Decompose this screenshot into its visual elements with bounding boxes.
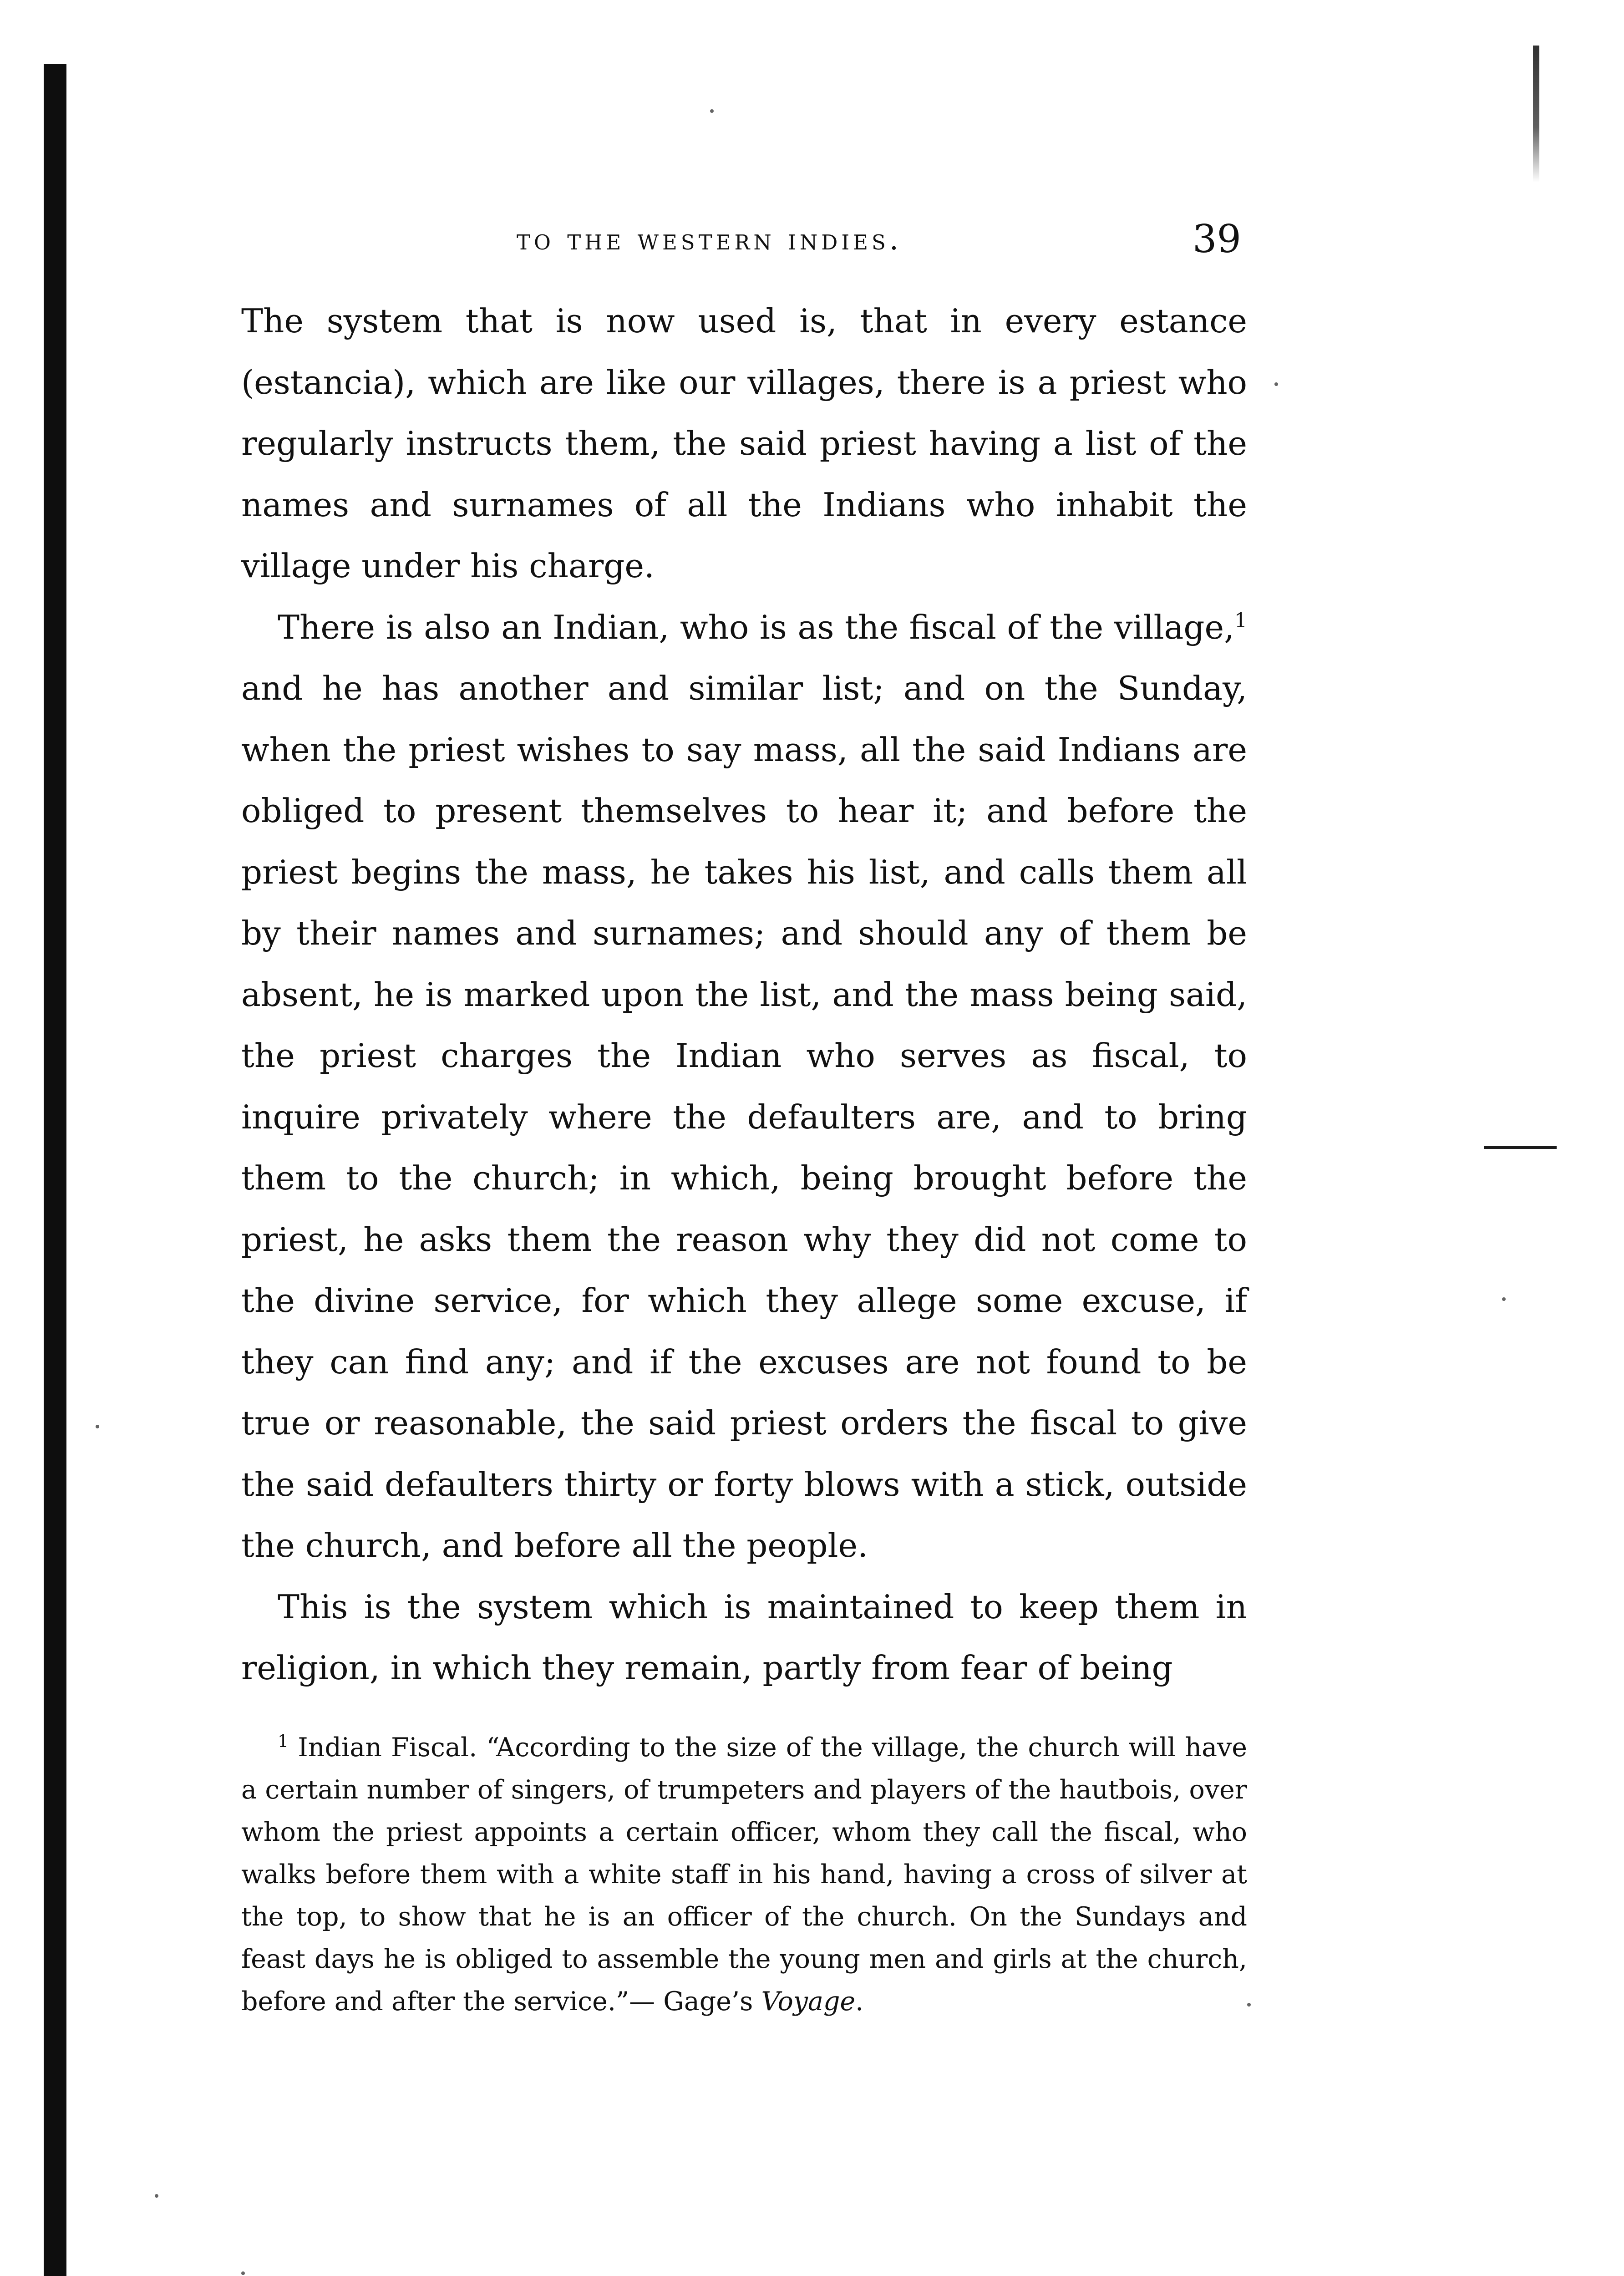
scan-margin-mark bbox=[1484, 1146, 1557, 1149]
paragraph-text: and he has another and similar list; and on the Sunday, when the priest wishes to say mass, all the said Indians are obliged to present themselves to hear it; and before the priest begins the mass, he takes his list, and calls them all by their names and surnames; and should any of them be absent, he is marked upon the list, and the mass being said, the priest charges the Indian who serves as fiscal, to inquire privately where the defaulters are, and to bring them to the church; in which, being brought before the priest, he asks them the reason why they did not come to the divine service, for which they allege some excuse, if they can find any; and if the excuses are not found to be true or reasonable, the said priest orders the fiscal to give the said defaulters thirty or forty blows with a stick, outside the church, and before all the people. bbox=[241, 669, 1247, 1565]
scan-speck bbox=[1247, 2003, 1251, 2007]
scan-speck bbox=[710, 109, 714, 113]
footnote-paragraph bbox=[241, 1727, 1247, 2023]
scan-page-edge bbox=[1533, 46, 1539, 182]
paragraph: The system that is now used is, that in every estance (estancia), which are like our villages, there is a priest who regularly instructs them, the said priest having a list of the names and surnames of all the Indians who inhabit the village under his charge. bbox=[241, 302, 1247, 585]
paragraph: This is the system which is maintained to keep them in religion, in which they remain, partly from fear of being bbox=[241, 1587, 1247, 1687]
footnote-source-title: Voyage bbox=[761, 1986, 856, 2017]
scan-speck bbox=[155, 2194, 158, 2198]
scan-speck bbox=[1274, 382, 1278, 386]
main-text bbox=[241, 290, 1247, 1699]
footnote-marker: 1 bbox=[278, 1731, 289, 1751]
scan-speck bbox=[241, 2271, 245, 2275]
footnote-source-author: Gage’s bbox=[663, 1986, 761, 2017]
page-number: 39 bbox=[1193, 217, 1241, 261]
paragraph bbox=[241, 597, 1247, 1576]
paragraph-text: There is also an Indian, who is as the fiscal of the village, bbox=[278, 608, 1234, 646]
running-head: to the western indies. bbox=[517, 223, 903, 257]
footnote-text: Indian Fiscal. “According to the size of the village, the church will have a certain number of singers, of trumpeters and players of the hautbois, over whom the priest appoints a certain officer, whom they call the fiscal, who walks before them with a white staff in his hand, having a cross of silver at the top, to show that he is an officer of the church. On the Sundays and feast days he is obliged to assemble the young men and girls at the church, before and after the service.”— bbox=[241, 1732, 1247, 2017]
footnote-source-end: . bbox=[855, 1986, 864, 2017]
scan-binding-edge bbox=[44, 64, 66, 2276]
scan-speck bbox=[1502, 1297, 1506, 1301]
scan-speck bbox=[96, 1425, 99, 1428]
footnote-reference: 1 bbox=[1234, 609, 1247, 632]
footnote bbox=[241, 1727, 1247, 2023]
